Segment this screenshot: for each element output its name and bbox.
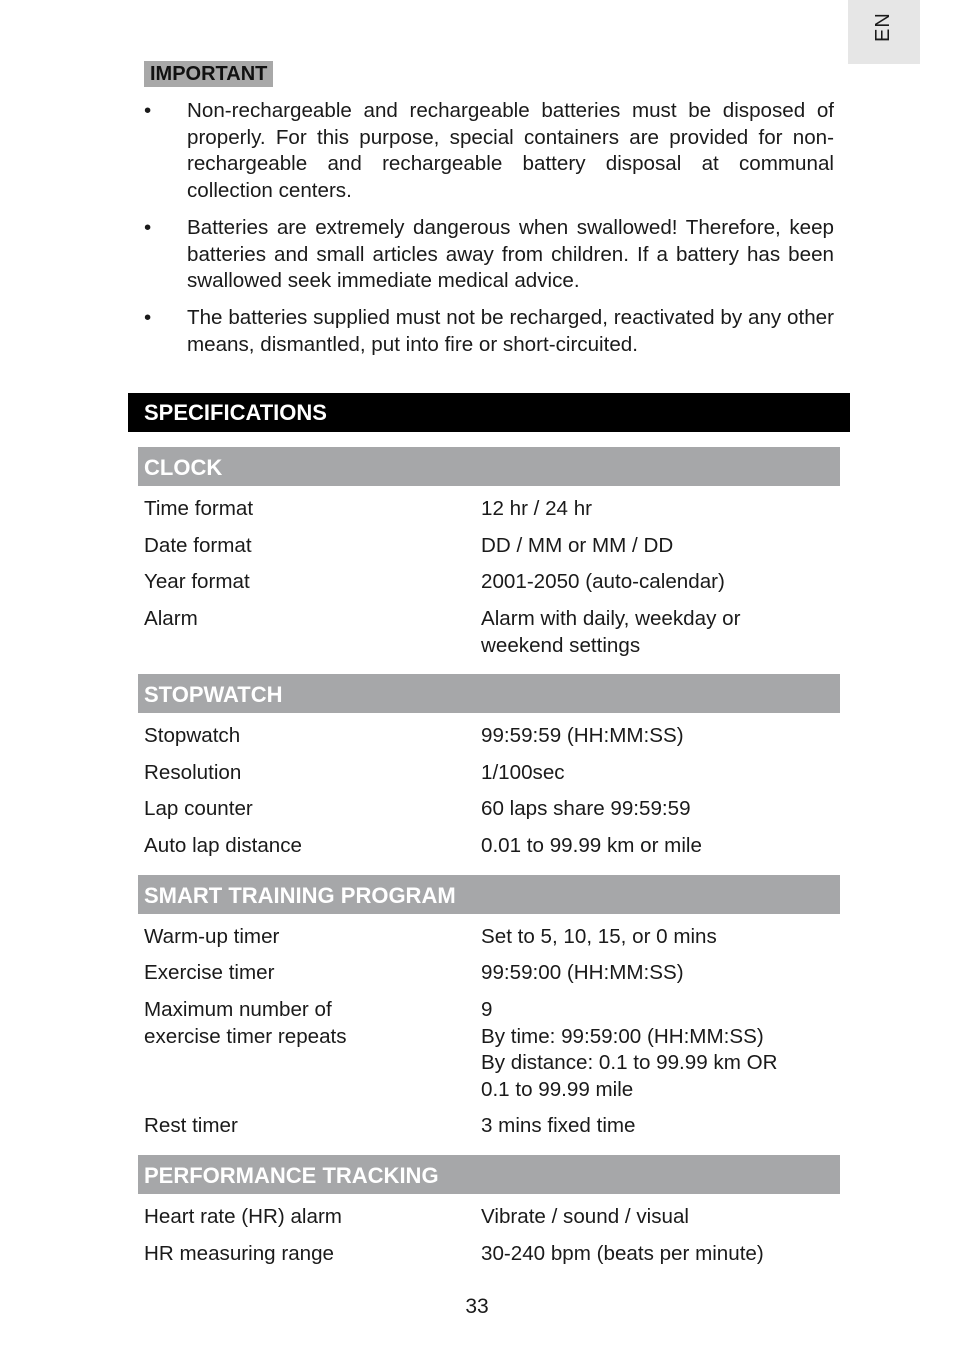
spec-label: Warm-up timer — [144, 925, 280, 948]
spec-label: Alarm — [144, 607, 198, 630]
spec-value: Vibrate / sound / visual — [481, 1205, 689, 1228]
important-label: IMPORTANT — [144, 61, 273, 87]
spec-value: 60 laps share 99:59:59 — [481, 797, 691, 820]
spec-label: Date format — [144, 534, 252, 557]
spec-label: Maximum number of exercise timer repeats — [144, 998, 347, 1048]
spec-label: Resolution — [144, 761, 242, 784]
bullet-dot: • — [144, 99, 152, 122]
spec-value: 99:59:00 (HH:MM:SS) — [481, 961, 684, 984]
spec-label: Stopwatch — [144, 724, 241, 747]
spec-label: Auto lap distance — [144, 834, 302, 857]
spec-value: 1/100sec — [481, 761, 565, 784]
bullet-item — [144, 215, 834, 295]
spec-label: HR measuring range — [144, 1242, 335, 1265]
spec-label: Rest timer — [144, 1114, 238, 1137]
spec-label: Exercise timer — [144, 961, 275, 984]
spec-label: Year format — [144, 570, 250, 593]
bullet-text: Non-rechargeable and rechargeable batteries must be disposed of properly. For this purpose, special containers are provided for non-rechargeable and rechargeable battery disposal at communal collection centers. — [187, 99, 834, 202]
language-code: EN — [872, 12, 894, 42]
page-number: 33 — [465, 1295, 489, 1318]
bullet-item — [144, 98, 834, 204]
spec-label: Lap counter — [144, 797, 253, 820]
spec-value: 3 mins fixed time — [481, 1114, 636, 1137]
section-header-stopwatch: STOPWATCH — [138, 674, 840, 713]
spec-value: Set to 5, 10, 15, or 0 mins — [481, 925, 717, 948]
specifications-heading: SPECIFICATIONS — [128, 393, 850, 432]
spec-value: DD / MM or MM / DD — [481, 534, 674, 557]
spec-value: Alarm with daily, weekday or weekend settings — [481, 607, 741, 657]
bullet-dot: • — [144, 306, 152, 329]
section-header-smart-training-program: SMART TRAINING PROGRAM — [138, 875, 840, 914]
spec-value: 12 hr / 24 hr — [481, 497, 593, 520]
spec-label: Time format — [144, 497, 254, 520]
section-header-performance-tracking: PERFORMANCE TRACKING — [138, 1155, 840, 1194]
bullet-dot: • — [144, 216, 152, 239]
section-header-clock: CLOCK — [138, 447, 840, 486]
spec-label: Heart rate (HR) alarm — [144, 1205, 342, 1228]
bullet-text: The batteries supplied must not be recharged, reactivated by any other means, dismantled, put into fire or short-circuited. — [187, 306, 834, 356]
spec-value: 0.01 to 99.99 km or mile — [481, 834, 702, 857]
language-tab — [848, 0, 920, 64]
spec-value: 9 By time: 99:59:00 (HH:MM:SS) By distance: 0.1 to 99.99 km OR 0.1 to 99.99 mile — [481, 998, 778, 1101]
bullet-item — [144, 305, 834, 358]
spec-value: 99:59:59 (HH:MM:SS) — [481, 724, 684, 747]
spec-value: 2001-2050 (auto-calendar) — [481, 570, 725, 593]
spec-value: 30-240 bpm (beats per minute) — [481, 1242, 764, 1265]
bullet-text: Batteries are extremely dangerous when swallowed! Therefore, keep batteries and small articles away from children. If a battery has been swallowed seek immediate medical advice. — [187, 216, 834, 292]
